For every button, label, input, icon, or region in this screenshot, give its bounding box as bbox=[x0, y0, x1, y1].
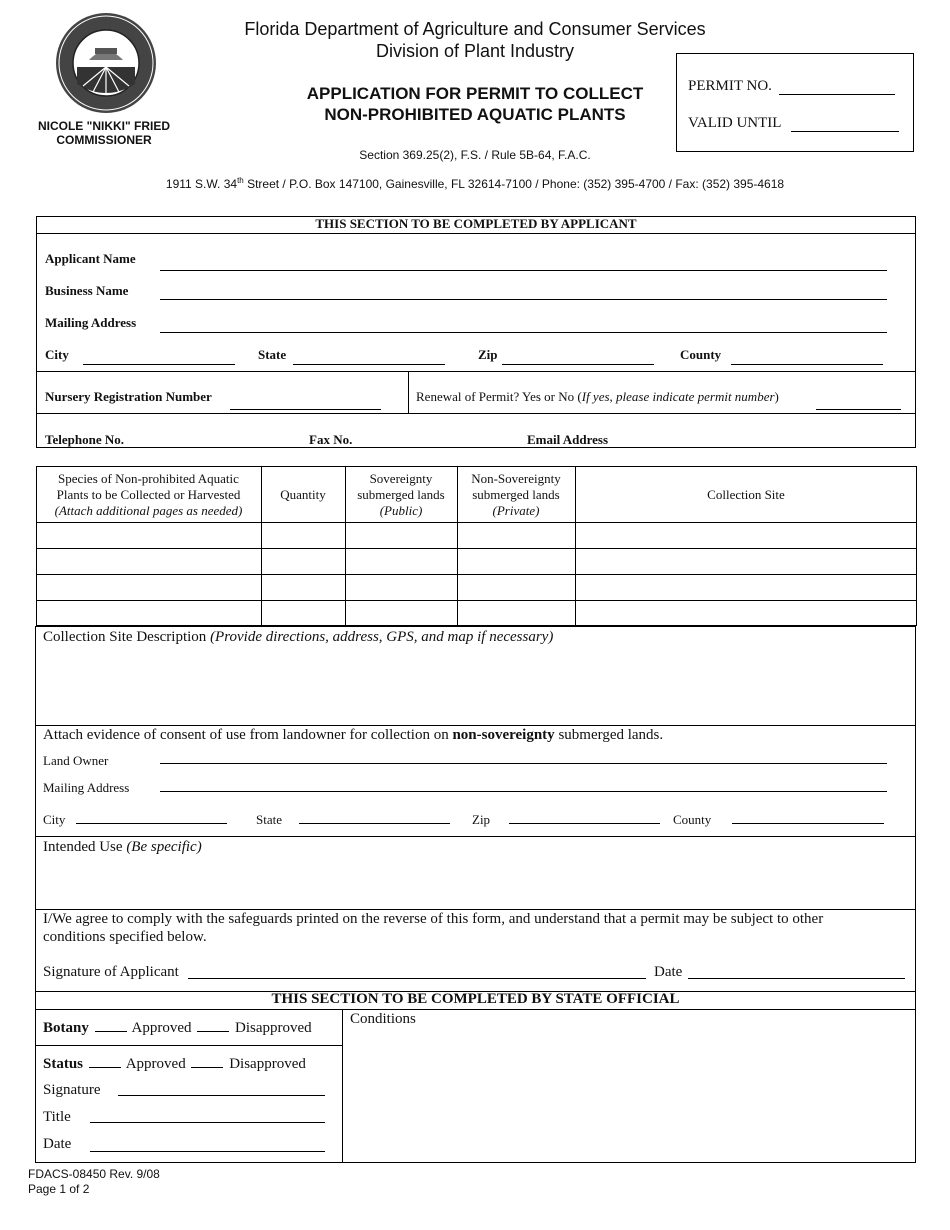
landowner-zip-field[interactable] bbox=[509, 823, 660, 824]
official-column-divider bbox=[342, 1009, 343, 1163]
landowner-city-label: City bbox=[43, 812, 66, 827]
agreement-text-line1: I/We agree to comply with the safeguards printed on the reverse of this form, and understand that a permit may be subject to other bbox=[43, 911, 824, 927]
official-title-field[interactable] bbox=[90, 1122, 325, 1123]
telephone-field[interactable] bbox=[138, 447, 285, 448]
applicant-date-label: Date bbox=[654, 964, 683, 980]
renewal-italic: If yes, please indicate permit number bbox=[581, 389, 775, 404]
non-sovereignty-column-header bbox=[457, 471, 575, 519]
statute-reference: Section 369.25(2), F.S. / Rule 5B-64, F.A.C. bbox=[359, 148, 591, 162]
address-rest: Street / P.O. Box 147100, Gainesville, FL 32614-7100 / Phone: (352) 395-4700 / Fax: (352) 395-4618 bbox=[243, 177, 785, 191]
official-section-heading: THIS SECTION TO BE COMPLETED BY STATE OFFICIAL bbox=[271, 991, 680, 1007]
landowner-mailing-address-field[interactable] bbox=[160, 791, 887, 792]
county-field[interactable] bbox=[731, 364, 883, 365]
email-field[interactable] bbox=[628, 447, 897, 448]
page-number: Page 1 of 2 bbox=[28, 1182, 90, 1196]
table-row-divider bbox=[36, 548, 917, 549]
land-owner-field[interactable] bbox=[160, 763, 887, 764]
renewal-label bbox=[416, 389, 779, 405]
conditions-area[interactable] bbox=[344, 1030, 914, 1161]
business-name-label: Business Name bbox=[45, 283, 129, 298]
fax-label: Fax No. bbox=[309, 432, 353, 447]
consent-text: Attach evidence of consent of use from landowner for collection on bbox=[43, 727, 453, 743]
nursery-registration-label: Nursery Registration Number bbox=[45, 389, 212, 404]
renewal-text: Renewal of Permit? Yes or No ( bbox=[416, 389, 582, 404]
applicant-name-field[interactable] bbox=[160, 270, 887, 271]
intended-use-italic: (Be specific) bbox=[126, 839, 202, 855]
address-part: 1911 S.W. 34 bbox=[165, 177, 238, 191]
state-label: State bbox=[258, 347, 287, 362]
official-signature-label: Signature bbox=[43, 1082, 101, 1098]
renewal-permit-field[interactable] bbox=[816, 409, 901, 410]
nursery-divider-top bbox=[36, 371, 916, 372]
form-title-line2: NON-PROHIBITED AQUATIC PLANTS bbox=[324, 105, 626, 124]
official-date-label: Date bbox=[43, 1136, 72, 1152]
official-date-field[interactable] bbox=[90, 1151, 325, 1152]
non-sovereignty-header-line3: (Private) bbox=[492, 503, 540, 518]
fdacs-seal bbox=[55, 12, 157, 114]
landowner-mailing-address-label: Mailing Address bbox=[43, 780, 130, 795]
permit-no-label: PERMIT NO. bbox=[688, 78, 772, 94]
intended-use-text: Intended Use bbox=[43, 839, 127, 855]
heading-divider bbox=[36, 233, 916, 234]
city-label: City bbox=[45, 347, 69, 362]
valid-until-label: VALID UNTIL bbox=[688, 115, 782, 131]
conditions-label: Conditions bbox=[350, 1011, 416, 1027]
botany-label: Botany bbox=[43, 1020, 89, 1036]
official-title-label: Title bbox=[43, 1109, 71, 1125]
nursery-registration-field[interactable] bbox=[230, 409, 381, 410]
agreement-text-line2: conditions specified below. bbox=[43, 929, 207, 945]
botany-approved-label: Approved bbox=[131, 1020, 192, 1036]
form-title-line1: APPLICATION FOR PERMIT TO COLLECT bbox=[306, 84, 644, 103]
applicant-section-heading: THIS SECTION TO BE COMPLETED BY APPLICANT bbox=[315, 216, 637, 231]
department-address bbox=[0, 176, 950, 191]
consent-statement bbox=[43, 727, 663, 744]
status-label: Status bbox=[43, 1056, 84, 1072]
department-name: Florida Department of Agriculture and Consumer Services bbox=[244, 19, 706, 39]
landowner-county-label: County bbox=[673, 812, 712, 827]
permit-box bbox=[676, 53, 914, 152]
consent-bold: non-sovereignty bbox=[452, 727, 555, 743]
quantity-column-header: Quantity bbox=[280, 487, 326, 502]
valid-until-field[interactable] bbox=[791, 131, 899, 132]
non-sovereignty-header-line1: Non-Sovereignty bbox=[471, 471, 561, 486]
fax-field[interactable] bbox=[362, 447, 509, 448]
species-header-line3: (Attach additional pages as needed) bbox=[54, 503, 243, 518]
species-column-header bbox=[36, 471, 261, 519]
city-field[interactable] bbox=[83, 364, 235, 365]
table-row-divider bbox=[36, 522, 917, 523]
landowner-divider bbox=[35, 836, 916, 837]
consent-text-end: submerged lands. bbox=[554, 727, 664, 743]
form-number: FDACS-08450 Rev. 9/08 bbox=[28, 1167, 160, 1181]
sovereignty-column-header bbox=[345, 471, 457, 519]
zip-label: Zip bbox=[478, 347, 498, 362]
botany-disapproved-label: Disapproved bbox=[235, 1020, 312, 1036]
zip-field[interactable] bbox=[502, 364, 654, 365]
landowner-state-field[interactable] bbox=[299, 823, 450, 824]
state-field[interactable] bbox=[293, 364, 445, 365]
status-approved-blank[interactable] bbox=[89, 1067, 121, 1068]
collection-site-text: Collection Site Description bbox=[43, 629, 211, 645]
botany-approved-blank[interactable] bbox=[95, 1031, 127, 1032]
intended-use-divider bbox=[35, 909, 916, 910]
botany-row bbox=[43, 1020, 312, 1037]
sovereignty-header-line3: (Public) bbox=[379, 503, 423, 518]
botany-divider bbox=[35, 1045, 342, 1046]
species-header-line1: Species of Non-prohibited Aquatic bbox=[58, 471, 239, 486]
landowner-city-field[interactable] bbox=[76, 823, 227, 824]
county-label: County bbox=[680, 347, 722, 362]
commissioner-name: NICOLE "NIKKI" FRIED bbox=[37, 119, 171, 133]
landowner-state-label: State bbox=[256, 812, 282, 827]
renewal-close: ) bbox=[774, 389, 779, 404]
status-approved-label: Approved bbox=[125, 1056, 186, 1072]
status-row bbox=[43, 1056, 306, 1073]
commissioner-title: COMMISSIONER bbox=[56, 133, 152, 147]
signature-of-applicant-label: Signature of Applicant bbox=[43, 964, 179, 980]
collection-site-divider bbox=[35, 725, 916, 726]
nursery-divider-bottom bbox=[36, 413, 916, 414]
botany-disapproved-blank[interactable] bbox=[197, 1031, 229, 1032]
landowner-county-field[interactable] bbox=[732, 823, 884, 824]
collection-site-column-header: Collection Site bbox=[707, 487, 785, 502]
intended-use-area[interactable] bbox=[36, 858, 915, 908]
applicant-date-field[interactable] bbox=[688, 978, 905, 979]
division-name: Division of Plant Industry bbox=[375, 41, 575, 61]
nursery-divider-vertical bbox=[408, 371, 409, 413]
collection-site-description-label bbox=[43, 629, 553, 646]
mailing-address-field[interactable] bbox=[160, 332, 887, 333]
status-disapproved-label: Disapproved bbox=[229, 1056, 306, 1072]
sovereignty-header-line1: Sovereignty bbox=[369, 471, 433, 486]
applicant-name-label: Applicant Name bbox=[45, 251, 136, 266]
signature-of-applicant-field[interactable] bbox=[188, 978, 646, 979]
non-sovereignty-header-line2: submerged lands bbox=[472, 487, 560, 502]
telephone-label: Telephone No. bbox=[45, 432, 124, 447]
status-disapproved-blank[interactable] bbox=[191, 1067, 223, 1068]
collection-site-italic: (Provide directions, address, GPS, and map if necessary) bbox=[210, 629, 554, 645]
address-superscript: th bbox=[237, 176, 244, 185]
business-name-field[interactable] bbox=[160, 299, 887, 300]
land-owner-label: Land Owner bbox=[43, 753, 109, 768]
landowner-zip-label: Zip bbox=[472, 812, 491, 827]
permit-no-field[interactable] bbox=[779, 94, 895, 95]
mailing-address-label: Mailing Address bbox=[45, 315, 137, 330]
table-row-divider bbox=[36, 600, 917, 601]
collection-site-description-area[interactable] bbox=[36, 648, 915, 724]
intended-use-label bbox=[43, 839, 202, 856]
species-header-line2: Plants to be Collected or Harvested bbox=[56, 487, 241, 502]
sovereignty-header-line2: submerged lands bbox=[357, 487, 445, 502]
table-row-divider bbox=[36, 574, 917, 575]
official-signature-field[interactable] bbox=[118, 1095, 325, 1096]
official-heading-divider bbox=[35, 1009, 916, 1010]
email-label: Email Address bbox=[527, 432, 609, 447]
